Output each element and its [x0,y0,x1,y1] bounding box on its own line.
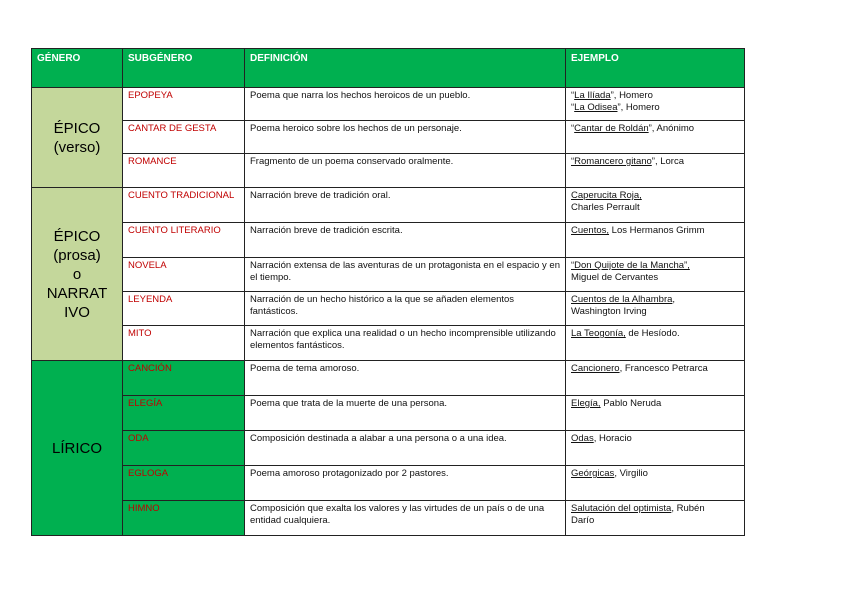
example-line: Elegía, Pablo Neruda [571,398,662,409]
definition-cell: Narración extensa de las aventuras de un protagonista en el espacio y en el tiempo. [245,258,566,292]
genre-label-line: IVO [64,303,90,321]
work-title: La Ilíada [574,90,611,101]
example-line: Miguel de Cervantes [571,272,659,283]
table-row [32,88,745,121]
example-cell [566,154,745,188]
subgenre-cell: ODA [123,431,245,466]
work-title: La Teogonía, [571,328,626,339]
table-row [32,396,745,431]
table-row [32,188,745,223]
subgenre-cell: ELEGÍA [123,396,245,431]
genre-label-line: o [72,265,82,283]
work-title: Salutación del optimista [571,503,672,514]
example-cell [566,258,745,292]
example-cell [566,188,745,223]
header-definicion: DEFINICIÓN [245,49,566,88]
example-cell [566,88,745,121]
work-title: Cuentos, [571,225,610,236]
definition-cell: Narración breve de tradición oral. [245,188,566,223]
subgenre-cell: ROMANCE [123,154,245,188]
example-line [571,190,739,202]
definition-cell: Narración de un hecho histórico a la que se añaden elementos fantásticos. [245,292,566,326]
subgenre-cell: LEYENDA [123,292,245,326]
genre-cell [32,88,123,188]
example-line: “La Ilíada”, Homero [571,90,653,101]
definition-cell: Narración breve de tradición escrita. [245,223,566,258]
header-row [32,49,745,88]
example-line: Darío [571,515,595,526]
table-row [32,501,745,536]
table-row [32,223,745,258]
example-line: Washington Irving [571,306,647,317]
genre-label-line: LÍRICO [51,439,102,457]
example-line [571,260,739,272]
work-title: Cantar de Roldán [574,123,649,134]
literary-genres-table [31,48,745,536]
definition-cell: Composición que exalta los valores y las virtudes de un país o de una entidad cualquiera. [245,501,566,536]
definition-cell: Poema que trata de la muerte de una persona. [245,396,566,431]
definition-cell: Poema de tema amoroso. [245,361,566,396]
work-title: La Odisea [574,102,618,113]
table-row [32,292,745,326]
definition-cell: Poema heroico sobre los hechos de un personaje. [245,121,566,154]
subgenre-cell: HIMNO [123,501,245,536]
genre-label-line: ÉPICO [53,227,101,245]
example-cell [566,223,745,258]
example-line: Odas, Horacio [571,433,632,444]
table-row [32,154,745,188]
work-title: Caperucita Roja, [571,190,642,201]
work-title: Cancionero [571,363,620,374]
example-line: Cancionero, Francesco Petrarca [571,363,708,374]
example-cell [566,431,745,466]
subgenre-cell: EGLOGA [123,466,245,501]
example-cell [566,501,745,536]
definition-cell: Narración que explica una realidad o un hecho incomprensible utilizando elementos fantásticos. [245,326,566,361]
definition-cell: Poema que narra los hechos heroicos de un pueblo. [245,88,566,121]
table-row [32,466,745,501]
genre-label-line: (prosa) [53,246,101,264]
table-row [32,258,745,292]
definition-cell: Fragmento de un poema conservado oralmente. [245,154,566,188]
table-row [32,431,745,466]
subgenre-cell: MITO [123,326,245,361]
table-body [32,88,745,536]
example-cell [566,396,745,431]
genre-label-line: (verso) [53,138,101,156]
example-line: Salutación del optimista, Rubén [571,503,705,514]
definition-cell: Composición destinada a alabar a una persona o a una idea. [245,431,566,466]
example-line: Cuentos de la Alhambra, [571,294,676,305]
work-title: Elegía, [571,398,601,409]
example-cell [566,292,745,326]
subgenre-cell: CUENTO TRADICIONAL [123,188,245,223]
subgenre-cell: CUENTO LITERARIO [123,223,245,258]
example-line: “Romancero gitano”, Lorca [571,156,685,167]
genre-cell [32,361,123,536]
subgenre-cell: CANTAR DE GESTA [123,121,245,154]
example-cell [566,326,745,361]
example-line: Charles Perrault [571,202,640,213]
work-title: “Romancero gitano [571,156,652,167]
subgenre-cell: EPOPEYA [123,88,245,121]
table-row [32,121,745,154]
example-line: Cuentos, Los Hermanos Grimm [571,225,705,236]
work-title: Geórgicas [571,468,615,479]
header-subgenero: SUBGÉNERO [123,49,245,88]
example-line: “La Odisea”, Homero [571,102,660,113]
definition-cell: Poema amoroso protagonizado por 2 pastores. [245,466,566,501]
example-cell [566,361,745,396]
work-title: Cuentos de la Alhambra [571,294,673,305]
example-cell [566,466,745,501]
example-line: La Teogonía, de Hesíodo. [571,328,680,339]
header-ejemplo: EJEMPLO [566,49,745,88]
header-genero: GÉNERO [32,49,123,88]
example-line: Geórgicas, Virgilio [571,468,648,479]
subgenre-cell: CANCIÓN [123,361,245,396]
work-title: Odas [571,433,594,444]
example-cell [566,121,745,154]
work-title: “Don Quijote de la Mancha”, [571,260,690,271]
subgenre-cell: NOVELA [123,258,245,292]
table-row [32,326,745,361]
genre-label-line: NARRAT [46,284,108,302]
genre-cell [32,188,123,361]
table-row [32,361,745,396]
genre-label-line: ÉPICO [53,119,101,137]
example-line: “Cantar de Roldán”, Anónimo [571,123,695,134]
